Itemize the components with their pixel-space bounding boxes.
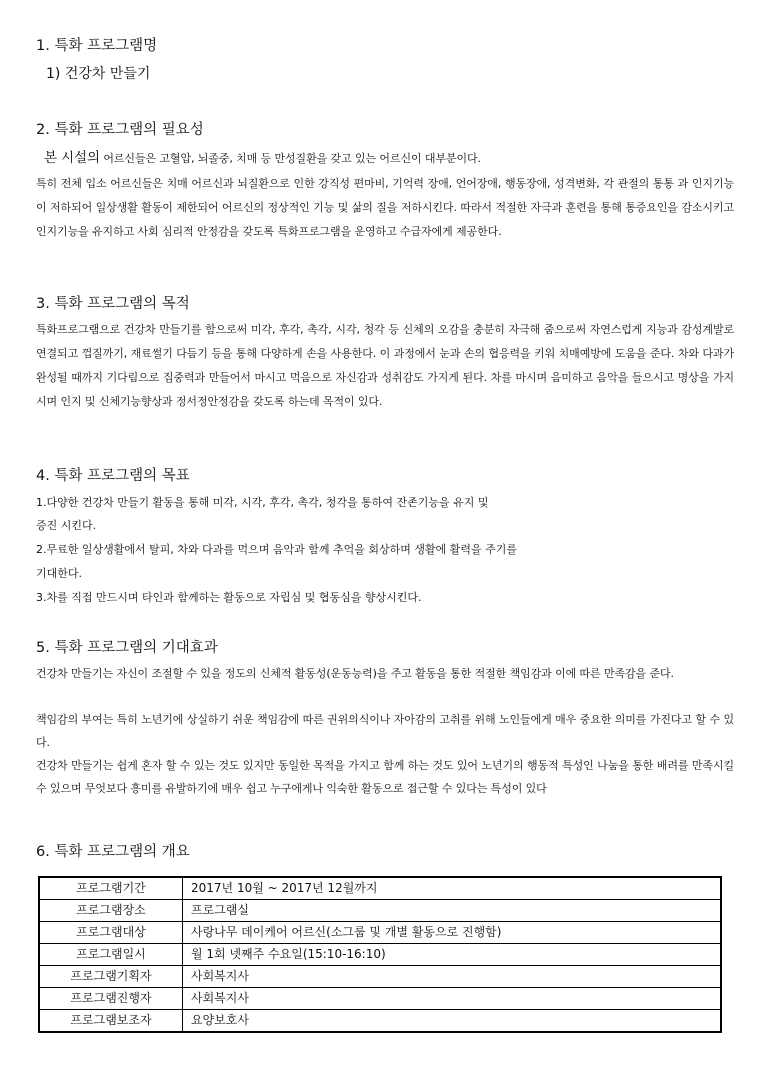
section-4-line: 3.차를 직접 만드시며 타인과 함께하는 활동으로 자립심 및 협동심을 향상시킨다. [36, 591, 422, 604]
section-1-title: 1. 특화 프로그램명 [36, 38, 158, 54]
program-overview-table [38, 876, 722, 1033]
section-2-lead: 본 시설의 [44, 150, 100, 166]
table-row [39, 922, 721, 944]
table-row [39, 877, 721, 900]
row-value: 요양보호사 [183, 1010, 722, 1033]
row-key: 프로그램기간 [39, 877, 183, 900]
section-3-paragraph: 특화프로그램으로 건강차 만들기를 함으로써 미각, 후각, 촉각, 시각, 청각 등 신체의 오감을 충분히 자극해 줌으로써 자연스럽게 지능과 감성계발로 연결되고 껍질까기, 재료썰기 다듬기 등을 통해 다양하게 손을 사용한다. 이 과정에서 눈과 손의 협응력을 키워 치매예방에 도움을 준다. 차와 다과가 완성될 때까지 기다림으로 집중력과 만들어서 마시고 먹음으로 자신감과 성취감도 가지게 된다. 차를 마시며 음미하고 음악을 들으시고 명상을 가지시며 인지 및 신체기능향상과 정서정안정감을 갖도록 하는데 목적이 있다. [36, 323, 734, 408]
table-row [39, 966, 721, 988]
section-4-title: 4. 특화 프로그램의 목표 [36, 468, 190, 484]
row-value: 사회복지사 [183, 988, 722, 1010]
section-4-line: 2.무료한 일상생활에서 탈피, 차와 다과를 먹으며 음악과 함께 추억을 회상하며 생활에 활력을 주기를 [36, 543, 517, 556]
row-value: 프로그램실 [183, 900, 722, 922]
row-value: 사랑나무 데이케어 어르신(소그룹 및 개별 활동으로 진행함) [183, 922, 722, 944]
row-value: 월 1회 넷째주 수요일(15:10-16:10) [183, 944, 722, 966]
row-value: 2017년 10월 ~ 2017년 12월까지 [183, 877, 722, 900]
section-2-line1-rest: 어르신들은 고혈압, 뇌졸중, 치매 등 만성질환을 갖고 있는 어르신이 대부분이다. [99, 152, 481, 165]
section-4-line: 기대한다. [36, 567, 83, 580]
row-key: 프로그램대상 [39, 922, 183, 944]
section-5-title: 5. 특화 프로그램의 기대효과 [36, 640, 218, 656]
section-4-line: 1.다양한 건강차 만들기 활동을 통해 미각, 시각, 후각, 촉각, 청각을 통하여 잔존기능을 유지 및 [36, 496, 489, 509]
table-row [39, 1010, 721, 1033]
section-2-title: 2. 특화 프로그램의 필요성 [36, 122, 204, 138]
section-4-line: 증진 시킨다. [36, 519, 97, 532]
row-key: 프로그램일시 [39, 944, 183, 966]
section-5-paragraph-2: 책임감의 부여는 특히 노년기에 상실하기 쉬운 책임감에 따른 권위의식이나 자아감의 고취를 위해 노인들에게 매우 중요한 의미를 가진다고 할 수 있다. [36, 713, 734, 749]
section-5-paragraph-3: 건강차 만들기는 쉽게 혼자 할 수 있는 것도 있지만 동일한 목적을 가지고 함께 하는 것도 있어 노년기의 행동적 특성인 나눔을 통한 배려를 만족시킬 수 있으며 무엇보다 흥미를 유발하기에 매우 쉽고 누구에게나 익숙한 활동으로 접근할 수 있다는 특성이 있다 [36, 759, 734, 795]
row-key: 프로그램장소 [39, 900, 183, 922]
section-5-paragraph-1: 건강차 만들기는 자신이 조절할 수 있을 정도의 신체적 활동성(운동능력)을 주고 활동을 통한 적절한 책임감과 이에 따른 만족감을 준다. [36, 667, 674, 680]
row-key: 프로그램진행자 [39, 988, 183, 1010]
table-row [39, 988, 721, 1010]
section-3-title: 3. 특화 프로그램의 목적 [36, 296, 190, 312]
table-row [39, 900, 721, 922]
table-row [39, 944, 721, 966]
section-1-subtitle: 1) 건강차 만들기 [46, 66, 151, 82]
row-key: 프로그램기획자 [39, 966, 183, 988]
section-6-title: 6. 특화 프로그램의 개요 [36, 844, 190, 860]
row-key: 프로그램보조자 [39, 1010, 183, 1033]
section-2-paragraph: 특히 전체 입소 어르신들은 치매 어르신과 뇌질환으로 인한 강직성 편마비, 기억력 장애, 언어장애, 행동장애, 성격변화, 각 관절의 통통 과 인지기능이 저하되어 일상생활 활동이 제한되어 어르신의 정상적인 기능 및 삶의 질을 저하시킨다. 따라서 적절한 자극과 훈련을 통해 통증요인을 감소시키고 인지기능을 유지하고 사회 심리적 안정감을 갖도록 특화프로그램을 운영하고 수급자에게 제공한다. [36, 177, 734, 238]
row-value: 사회복지사 [183, 966, 722, 988]
section-2-first-line [36, 146, 734, 171]
